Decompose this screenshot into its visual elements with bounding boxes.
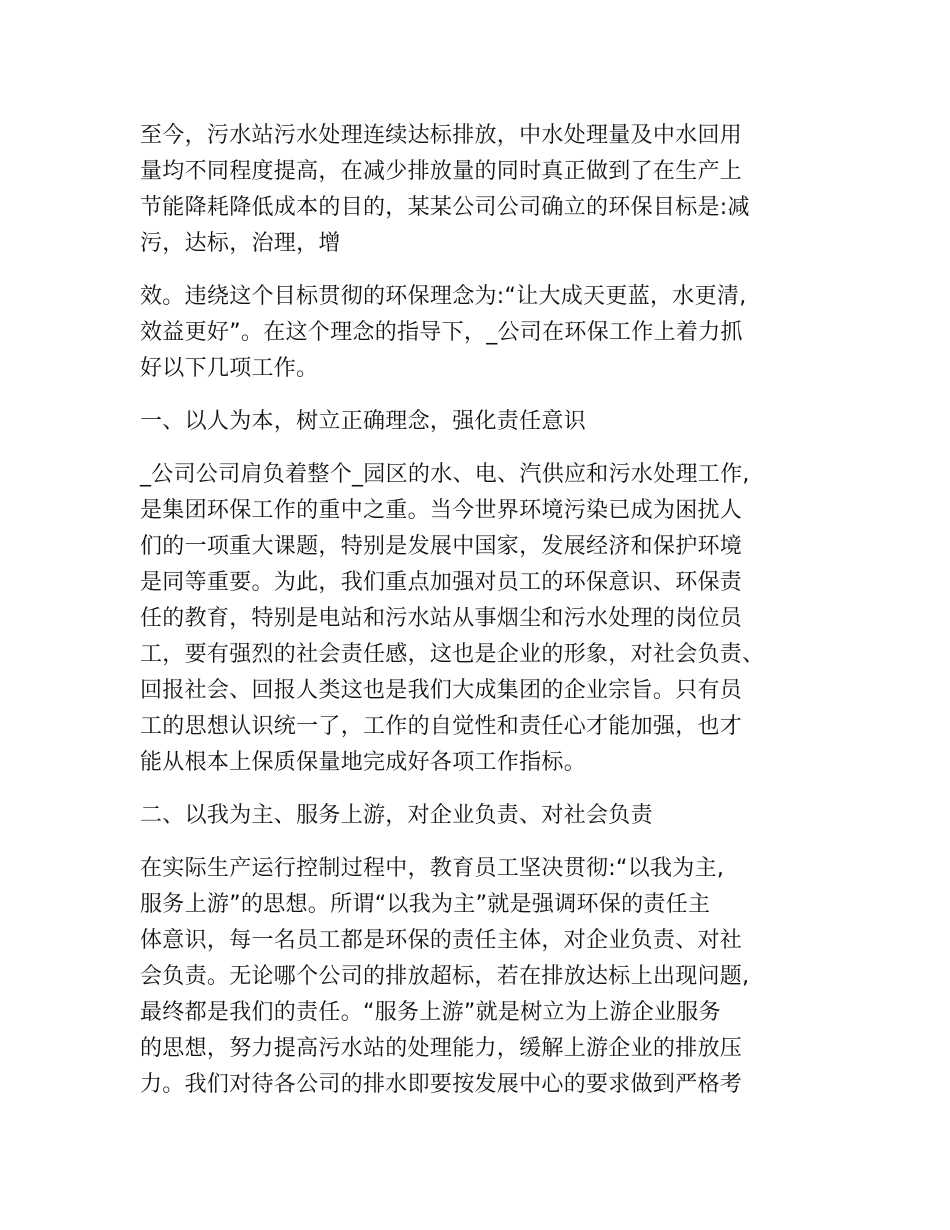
section-heading-2: [140, 798, 830, 834]
text-line: 力。我们对待各公司的排水即要按发展中心的要求做到严格考: [140, 1072, 743, 1097]
text-line: 最终都是我们的责任。“服务上游”就是树立为上游企业服务: [140, 1000, 721, 1025]
text-line: 量均不同程度提高，在减少排放量的同时真正做到了在生产上: [140, 159, 743, 184]
text-line: 工的思想认识统一了，工作的自觉性和责任心才能加强，也才: [140, 714, 743, 739]
text-line: 效。违绕这个目标贯彻的环保理念为:“让大成天更蓝，水更清,: [140, 284, 747, 309]
text-line: 服务上游”的思想。所谓“以我为主”就是强调环保的责任主: [140, 892, 711, 917]
section-heading-1: [140, 404, 830, 440]
text-line: _公司公司肩负着整个_园区的水、电、汽供应和污水处理工作,: [140, 462, 750, 487]
text-line: 体意识，每一名员工都是环保的责任主体，对企业负责、对社: [140, 928, 743, 953]
text-line: 节能降耗降低成本的目的，某某公司公司确立的环保目标是:减: [140, 195, 750, 220]
paragraph-3: [140, 457, 830, 781]
text-line: 回报社会、回报人类这也是我们大成集团的企业宗旨。只有员: [140, 678, 743, 703]
heading-text: 二、以我为主、服务上游，对企业负责、对社会负责: [140, 803, 653, 828]
paragraph-1: [140, 118, 830, 262]
document-page: [140, 118, 830, 1103]
text-line: 效益更好”。在这个理念的指导下，_公司在环保工作上着力抓: [140, 320, 743, 345]
text-line: 是同等重要。为此，我们重点加强对员工的环保意识、环保责: [140, 570, 743, 595]
text-line: 会负责。无论哪个公司的排放超标，若在排放达标上出现问题,: [140, 964, 750, 989]
text-line: 至今，污水站污水处理连续达标排放，中水处理量及中水回用: [140, 123, 743, 148]
text-line: 是集团环保工作的重中之重。当今世界环境污染已成为困扰人: [140, 498, 743, 523]
text-line: 的思想，努力提高污水站的处理能力，缓解上游企业的排放压: [140, 1036, 743, 1061]
paragraph-4: [140, 851, 830, 1103]
paragraph-2: [140, 279, 830, 387]
text-line: 能从根本上保质保量地完成好各项工作指标。: [140, 750, 587, 775]
text-line: 任的教育，特别是电站和污水站从事烟尘和污水处理的岗位员: [140, 606, 743, 631]
text-line: 们的一项重大课题，特别是发展中国家，发展经济和保护环境: [140, 534, 743, 559]
text-line: 在实际生产运行控制过程中，教育员工坚决贯彻:“以我为主,: [140, 856, 725, 881]
text-line: 污，达标，治理，增: [140, 231, 341, 256]
text-line: 好以下几项工作。: [140, 356, 319, 381]
text-line: 工，要有强烈的社会责任感，这也是企业的形象，对社会负责、: [140, 642, 765, 667]
heading-text: 一、以人为本，树立正确理念，强化责任意识: [140, 409, 587, 434]
